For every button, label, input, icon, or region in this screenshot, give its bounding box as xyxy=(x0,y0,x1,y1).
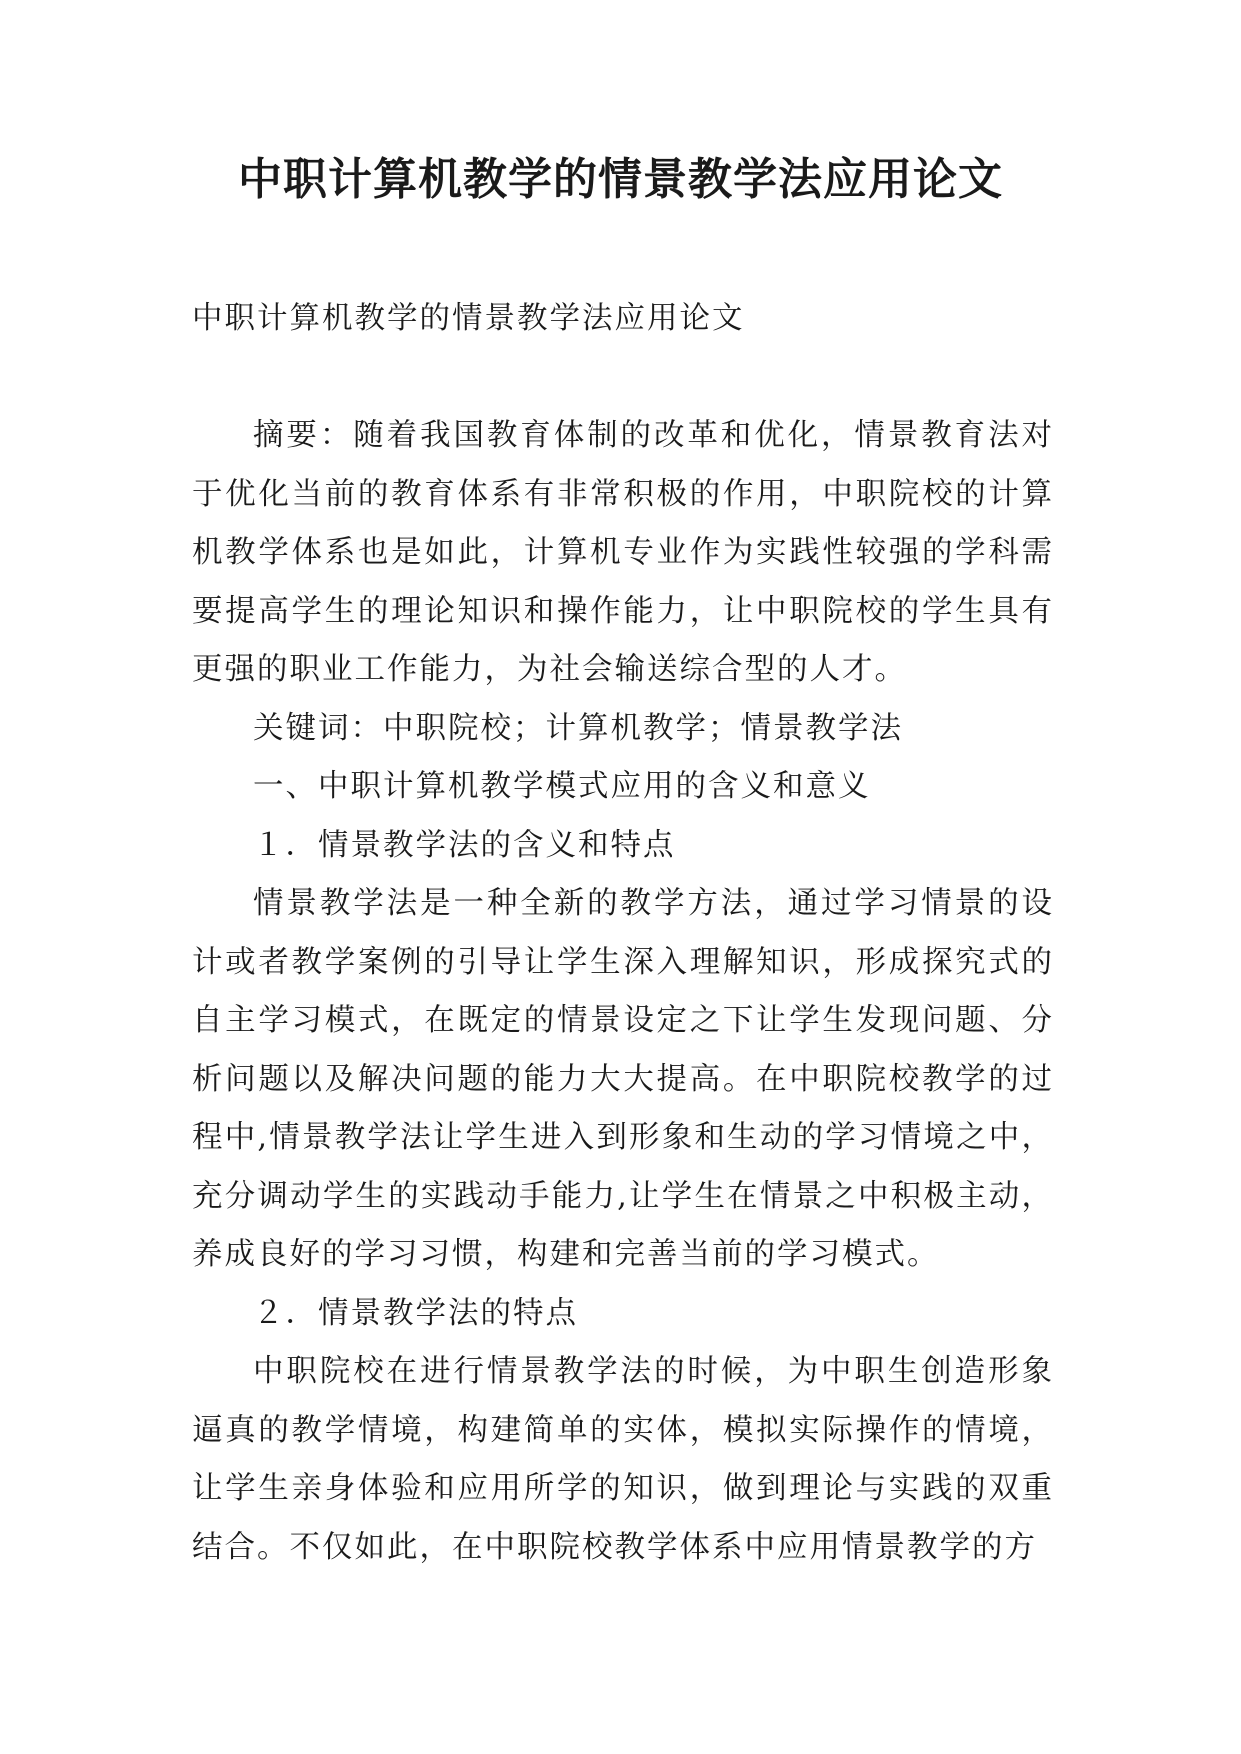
keywords-paragraph: 关键词：中职院校；计算机教学；情景教学法 xyxy=(253,710,903,746)
body-paragraph: 情景教学法是一种全新的教学方法，通过学习情景的设计或者教学案例的引导让学生深入理解知识，形成探究式的自主学习模式，在既定的情景设定之下让学生发现问题、分析问题以及解决问题的能力大大提高。在中职院校教学的过程中,情景教学法让学生进入到形象和生动的学习情境之中，充分调动学生的实践动手能力,让学生在情景之中积极主动，养成良好的学习习惯，构建和完善当前的学习模式。 xyxy=(192,886,1054,1272)
subsection-heading-1: １．情景教学法的含义和特点 xyxy=(253,827,676,863)
subsection-heading-2: ２．情景教学法的特点 xyxy=(253,1295,578,1331)
document-title: 中职计算机教学的情景教学法应用论文 xyxy=(238,154,1003,205)
document-subtitle: 中职计算机教学的情景教学法应用论文 xyxy=(192,301,745,336)
body-paragraph: 中职院校在进行情景教学法的时候，为中职生创造形象逼真的教学情境，构建简单的实体，模拟实际操作的情境，让学生亲身体验和应用所学的知识，做到理论与实践的双重结合。不仅如此，在中职院校教学体系中应用情景教学的方 xyxy=(192,1354,1054,1565)
spacer xyxy=(192,349,1054,408)
abstract-paragraph: 摘要：随着我国教育体制的改革和优化，情景教育法对于优化当前的教育体系有非常积极的作用，中职院校的计算机教学体系也是如此，计算机专业作为实践性较强的学科需要提高学生的理论知识和操作能力，让中职院校的学生具有更强的职业工作能力，为社会输送综合型的人才。 xyxy=(192,418,1054,687)
document-body xyxy=(192,290,1054,1577)
section-heading-1: 一、中职计算机教学模式应用的含义和意义 xyxy=(253,769,871,804)
